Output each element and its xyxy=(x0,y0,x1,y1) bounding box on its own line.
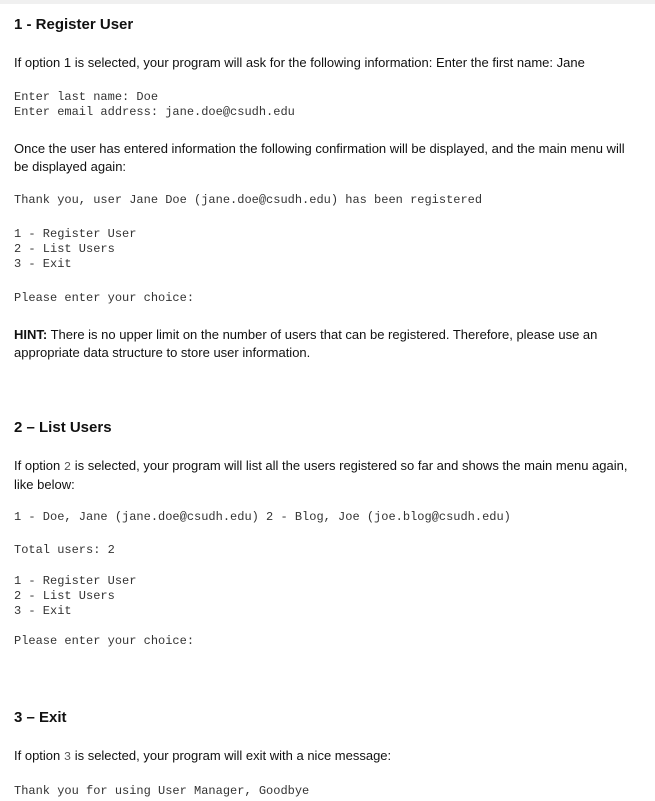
code-prompt-last-name: Enter last name: Doe xyxy=(14,90,159,104)
code-choice-prompt: Please enter your choice: xyxy=(14,291,195,305)
list-intro-text xyxy=(14,457,639,494)
code-prompt-email: Enter email address: jane.doe@csudh.edu xyxy=(14,105,295,119)
list-intro-option-number: 2 xyxy=(63,460,72,474)
code-confirmation: Thank you, user Jane Doe (jane.doe@csudh.edu) has been registered xyxy=(14,193,483,207)
menu-line-list: 2 - List Users xyxy=(14,242,115,256)
hint-label: HINT: xyxy=(14,327,48,342)
exit-intro-a: If option xyxy=(14,748,64,763)
code-choice-prompt: Please enter your choice: xyxy=(14,634,195,648)
section-heading-exit: 3 – Exit xyxy=(14,709,67,726)
register-after-text: Once the user has entered information the following confirmation will be displayed, and the main menu will be displayed again: xyxy=(14,141,625,174)
exit-intro-option-number: 3 xyxy=(63,750,72,764)
code-total-users: Total users: 2 xyxy=(14,543,115,557)
list-intro-b: is selected, your program will list all the users registered so far and shows the main menu again, like below: xyxy=(14,458,628,492)
code-user-list: 1 - Doe, Jane (jane.doe@csudh.edu) 2 - Blog, Joe (joe.blog@csudh.edu) xyxy=(14,510,511,524)
menu-line-exit: 3 - Exit xyxy=(14,257,72,271)
register-intro-text: If option 1 is selected, your program will ask for the following information: Enter the first name: Jane xyxy=(14,55,585,70)
exit-intro-text xyxy=(14,747,639,766)
list-intro-a: If option xyxy=(14,458,64,473)
top-border xyxy=(0,0,655,4)
menu-line-register: 1 - Register User xyxy=(14,227,137,241)
menu-line-register: 1 - Register User xyxy=(14,574,137,588)
code-goodbye-message: Thank you for using User Manager, Goodbye xyxy=(14,784,310,798)
section-heading-list-users: 2 – List Users xyxy=(14,419,112,436)
menu-line-list: 2 - List Users xyxy=(14,589,115,603)
hint-paragraph xyxy=(14,326,639,362)
hint-text: There is no upper limit on the number of users that can be registered. Therefore, please use an appropriate data structure to store user information. xyxy=(14,327,598,360)
section-heading-register-user: 1 - Register User xyxy=(14,16,134,33)
exit-intro-b: is selected, your program will exit with a nice message: xyxy=(71,748,392,763)
menu-line-exit: 3 - Exit xyxy=(14,604,72,618)
